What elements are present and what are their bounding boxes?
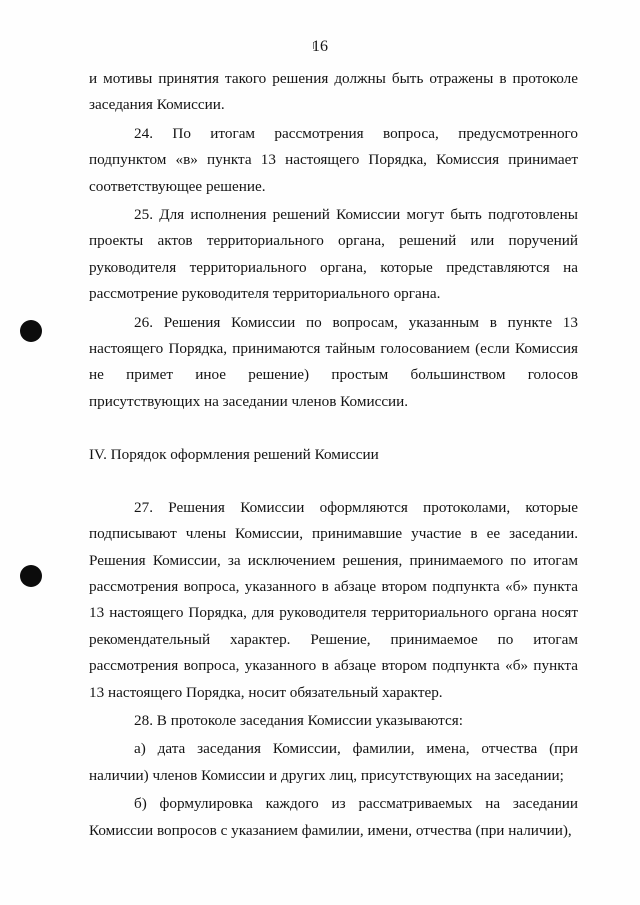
document-body bbox=[89, 66, 578, 844]
section-heading: IV. Порядок оформления решений Комиссии bbox=[89, 446, 379, 464]
punch-hole bbox=[20, 320, 42, 342]
paragraph-25: 25. Для исполнения решений Комиссии могут быть подготовлены проекты актов территориального органа, решений или поручений руководителя территориального органа, которые представляются на рассмотрение руководителя территориального органа. bbox=[89, 206, 578, 303]
paragraph-28b: б) формулировка каждого из рассматриваемых на заседании Комиссии вопросов с указанием фамилии, имени, отчества (при наличии), bbox=[89, 795, 578, 839]
punch-hole bbox=[20, 565, 42, 587]
paragraph-26: 26. Решения Комиссии по вопросам, указанным в пункте 13 настоящего Порядка, принимаются тайным голосованием (если Комиссия не примет иное решение) простым большинством голосов присутствующих на заседании членов Комиссии. bbox=[89, 313, 578, 410]
paragraph-continuation: и мотивы принятия такого решения должны быть отражены в протоколе заседания Комиссии. bbox=[89, 70, 578, 114]
paragraph-28a: а) дата заседания Комиссии, фамилии, имена, отчества (при наличии) членов Комиссии и других лиц, присутствующих на заседании; bbox=[89, 740, 578, 784]
page-number: 16 bbox=[312, 38, 328, 55]
paragraph-24: 24. По итогам рассмотрения вопроса, предусмотренного подпунктом «в» пункта 13 настоящего Порядка, Комиссия принимает соответствующее решение. bbox=[89, 124, 578, 195]
paragraph-27: 27. Решения Комиссии оформляются протоколами, которые подписывают члены Комиссии, принимавшие участие в ее заседании. Решения Комиссии, за исключением решения, принимаемого по итогам рассмотрения вопроса, указанного в абзаце втором подпункта «б» пункта 13 настоящего Порядка, для руководителя территориального органа носят рекомендательный характер. Решение, принимаемое по итогам рассмотрения вопроса, указанного в абзаце втором подпункта «б» пункта 13 настоящего Порядка, носит обязательный характер. bbox=[89, 498, 578, 701]
paragraph-28: 28. В протоколе заседания Комиссии указываются: bbox=[134, 711, 463, 729]
